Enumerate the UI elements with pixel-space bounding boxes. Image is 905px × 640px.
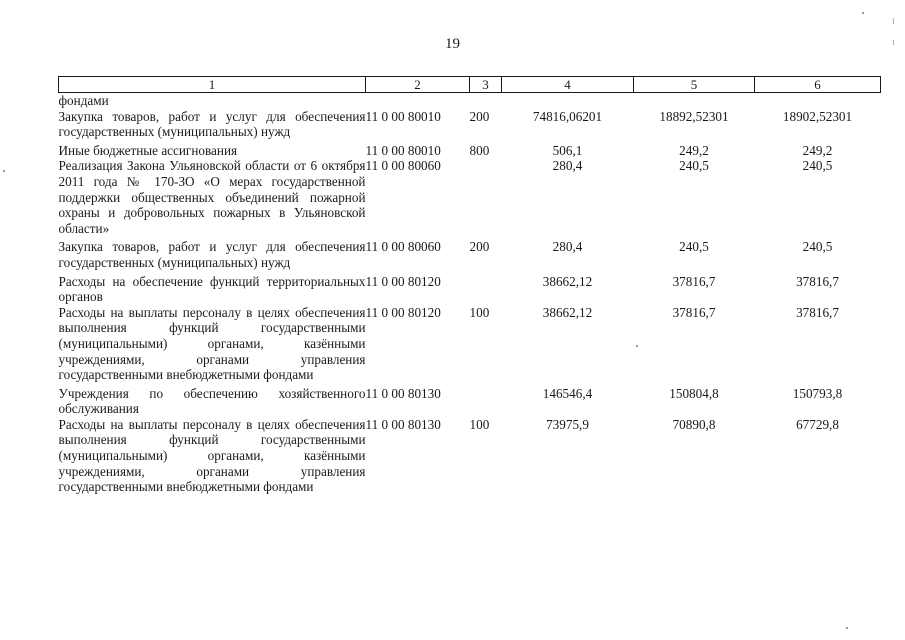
expense-name: Реализация Закона Ульяновской области от 6 октября 2011 года № 170-ЗО «О мерах государственной поддержки общественных объединений пожарной охраны и добровольных пожарных в Ульяновской области» [58, 158, 366, 236]
amount-col-5 [634, 93, 755, 109]
target-article-code: 11 0 00 80130 [365, 416, 441, 432]
target-article-code: 11 0 00 80010 [365, 108, 441, 124]
table-row [59, 236, 881, 270]
table-row [59, 109, 881, 140]
target-article-code: 11 0 00 80060 [365, 158, 441, 174]
amount-col-4: 506,1 [552, 142, 583, 158]
amount-col-4: 146546,4 [542, 385, 593, 401]
target-article-code: 11 0 00 80120 [365, 273, 441, 289]
column-number: 2 [366, 77, 470, 93]
scan-dot [3, 170, 5, 172]
table-row [59, 271, 881, 305]
scan-dot [862, 12, 864, 14]
amount-col-5: 249,2 [679, 142, 709, 158]
target-article-code: 11 0 00 80130 [365, 385, 441, 401]
scan-mark [893, 18, 894, 24]
amount-col-5: 70890,8 [672, 416, 716, 432]
page-number: 19 [445, 36, 460, 52]
scan-dot [846, 627, 848, 629]
table-row [59, 305, 881, 383]
expense-name: Учреждения по обеспечению хозяйственного обслуживания [58, 385, 366, 417]
expense-type-code: 800 [469, 142, 490, 158]
expense-type-code [470, 271, 502, 305]
column-number: 6 [755, 77, 881, 93]
scan-dot [636, 345, 638, 347]
amount-col-5: 240,5 [679, 239, 709, 255]
expense-type-code: 100 [469, 304, 490, 320]
expense-name: Закупка товаров, работ и услуг для обеспечения государственных (муниципальных) нужд [58, 108, 366, 140]
budget-table [58, 76, 881, 495]
expense-type-code [470, 93, 502, 109]
expense-type-code: 100 [469, 416, 490, 432]
table-row [59, 383, 881, 417]
expense-name: Закупка товаров, работ и услуг для обеспечения государственных (муниципальных) нужд [58, 239, 366, 270]
amount-col-6 [755, 93, 881, 109]
column-number: 1 [59, 77, 366, 93]
amount-col-5: 240,5 [679, 158, 709, 174]
amount-col-5: 37816,7 [672, 304, 716, 320]
amount-col-6: 249,2 [802, 142, 833, 158]
column-number: 3 [470, 77, 502, 93]
expense-type-code: 200 [469, 108, 490, 124]
amount-col-4: 38662,12 [542, 304, 593, 320]
amount-col-6: 240,5 [802, 239, 833, 255]
amount-col-4: 73975,9 [546, 416, 589, 432]
expense-type-code [470, 158, 502, 236]
amount-col-6: 150793,8 [792, 385, 843, 401]
column-number-row [59, 77, 881, 93]
amount-col-4: 38662,12 [542, 273, 593, 289]
target-article-code [366, 93, 470, 109]
amount-col-6: 37816,7 [796, 304, 839, 320]
amount-col-5: 150804,8 [669, 385, 719, 401]
amount-col-5: 18892,52301 [659, 108, 729, 124]
expense-type-code: 200 [469, 239, 490, 255]
table-row [59, 93, 881, 109]
target-article-code: 11 0 00 80060 [365, 239, 441, 255]
expense-name: фондами [58, 93, 109, 108]
column-number: 4 [502, 77, 634, 93]
amount-col-6: 37816,7 [796, 273, 839, 289]
expense-type-code [470, 383, 502, 417]
target-article-code: 11 0 00 80010 [365, 142, 441, 158]
amount-col-4 [502, 93, 634, 109]
column-number: 5 [634, 77, 755, 93]
expense-name: Иные бюджетные ассигнования [58, 142, 238, 158]
table-row [59, 140, 881, 159]
expense-name: Расходы на обеспечение функций территориальных органов [58, 273, 366, 305]
amount-col-5: 37816,7 [672, 273, 716, 289]
amount-col-4: 280,4 [552, 158, 583, 174]
amount-col-4: 280,4 [552, 239, 583, 255]
table-row [59, 417, 881, 495]
amount-col-6: 67729,8 [796, 416, 839, 432]
target-article-code: 11 0 00 80120 [365, 304, 441, 320]
table-row [59, 158, 881, 236]
expense-name: Расходы на выплаты персоналу в целях обеспечения выполнения функций государственными (муниципальными) органами, казёнными учреждениями, органами управления государственными внебюджетными фондами [58, 304, 366, 383]
amount-col-4: 74816,06201 [532, 108, 603, 124]
amount-col-6: 18902,52301 [782, 108, 853, 124]
expense-name: Расходы на выплаты персоналу в целях обеспечения выполнения функций государственными (муниципальными) органами, казёнными учреждениями, органами управления государственными внебюджетными фондами [58, 416, 366, 495]
scan-mark [893, 40, 894, 45]
amount-col-6: 240,5 [802, 158, 833, 174]
